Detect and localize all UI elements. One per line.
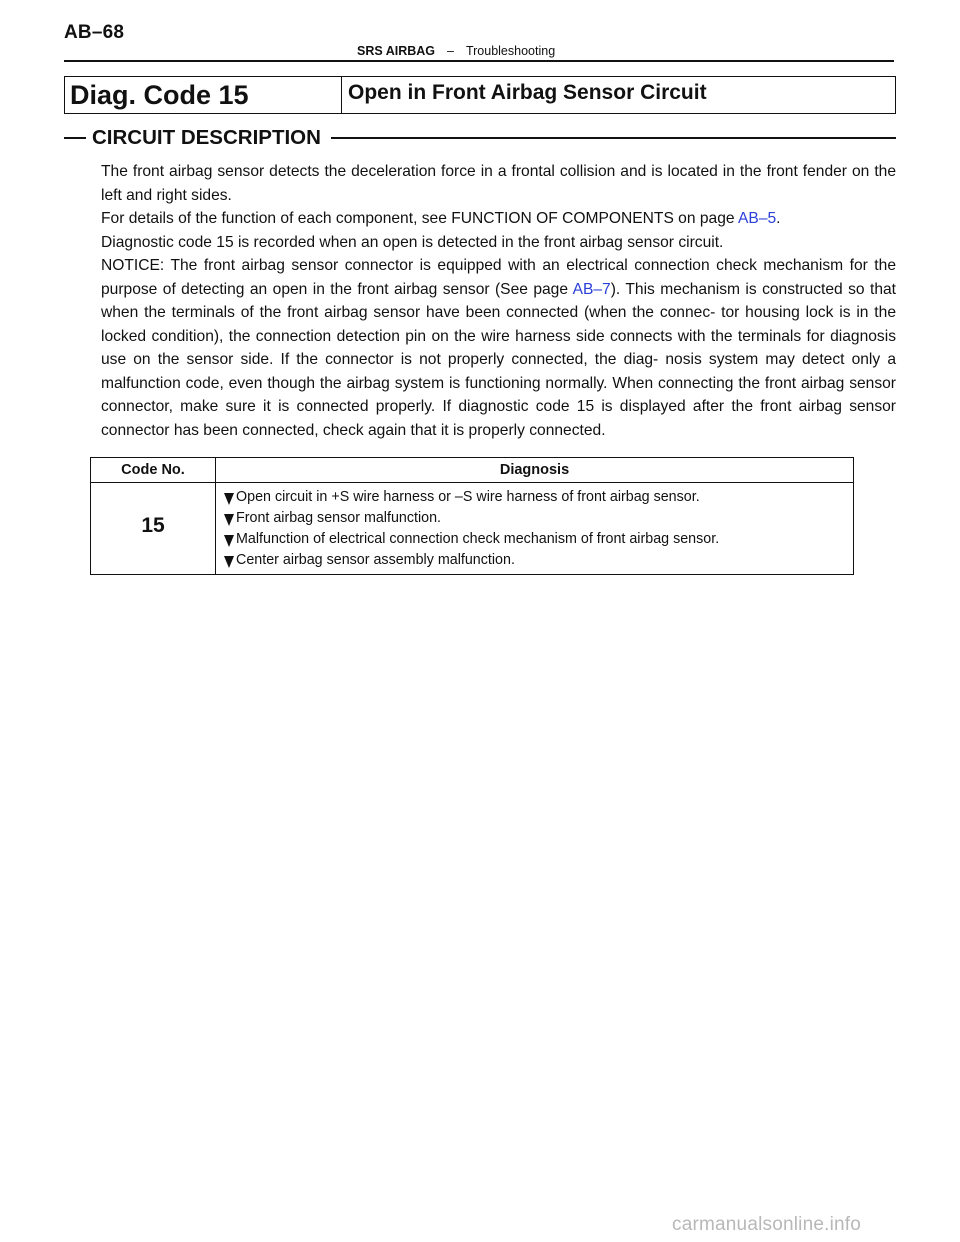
list-item (224, 529, 853, 550)
diag-code-label: Diag. Code 15 (65, 77, 342, 113)
header-section: SRS AIRBAG (357, 44, 436, 58)
table-header-row (91, 458, 854, 483)
para2-text: For details of the function of each component, see FUNCTION OF COMPONENTS on page (101, 210, 739, 227)
paragraph-function-reference (101, 207, 896, 231)
diag-title: Open in Front Airbag Sensor Circuit (348, 81, 707, 104)
diagnosis-text: Malfunction of electrical connection check mechanism of front airbag sensor. (236, 531, 720, 547)
table-row (91, 483, 854, 575)
heading-rule-left (64, 137, 86, 139)
link-ab-7[interactable]: AB–7 (572, 280, 611, 298)
diagnosis-text: Center airbag sensor assembly malfunction. (236, 552, 515, 568)
header-rule (64, 60, 894, 62)
down-triangle-bullet-icon (224, 556, 234, 568)
diag-code-box (64, 76, 896, 114)
watermark: carmanualsonline.info (672, 1214, 862, 1235)
diagnosis-table (90, 457, 854, 575)
header-separator: – (447, 44, 454, 58)
list-item (224, 508, 853, 529)
heading-rule-right (331, 137, 896, 139)
down-triangle-bullet-icon (224, 514, 234, 526)
list-item (224, 487, 853, 508)
section-heading (64, 124, 896, 152)
para4-rest: ). This mechanism is constructed so that when the terminals of the front airbag sensor have been connected (when the connec- tor housing lock is in the locked condition), the connection detection pin on the wire harness side connects with the terminals for diagnosis use on the sensor side. If the connector is not properly connected, the diag- nosis system may detect only a malfunction code, even though the airbag system is functioning normally. When connecting the front airbag sensor connector, make sure it is connected properly. If diagnostic code 15 is displayed after the front airbag sensor connector has been connected, check again that it is properly connected. (101, 280, 896, 439)
paragraph-code-recorded: Diagnostic code 15 is recorded when an open is detected in the front airbag sensor circuit. (101, 233, 724, 251)
header-diagnosis: Diagnosis (216, 458, 854, 483)
down-triangle-bullet-icon (224, 493, 234, 505)
down-triangle-bullet-icon (224, 535, 234, 547)
running-header (357, 44, 555, 58)
list-item (224, 550, 853, 571)
paragraph-notice (101, 254, 896, 442)
para4-text: NOTICE: The front airbag sensor connector is equipped with an electrical connection check mechanism for the purpose of detecting an open in the front airbag sensor (See page (101, 257, 896, 298)
diagnosis-text: Front airbag sensor malfunction. (236, 510, 442, 526)
heading-text: CIRCUIT DESCRIPTION (92, 126, 321, 149)
header-code-no: Code No. (91, 458, 216, 483)
paragraph-location: The front airbag sensor detects the deceleration force in a frontal collision and is located in the front fender on the left and right sides. (101, 163, 896, 204)
circuit-description-body (101, 160, 896, 442)
page-number: AB–68 (64, 22, 125, 43)
code-cell: 15 (91, 483, 216, 575)
diagnosis-list (224, 487, 853, 571)
link-ab-5[interactable]: AB–5 (738, 210, 777, 227)
para2-end: . (776, 210, 781, 227)
diagnosis-cell (216, 483, 854, 575)
diagnosis-text: Open circuit in +S wire harness or –S wire harness of front airbag sensor. (236, 489, 700, 505)
header-subsection: Troubleshooting (465, 44, 556, 58)
